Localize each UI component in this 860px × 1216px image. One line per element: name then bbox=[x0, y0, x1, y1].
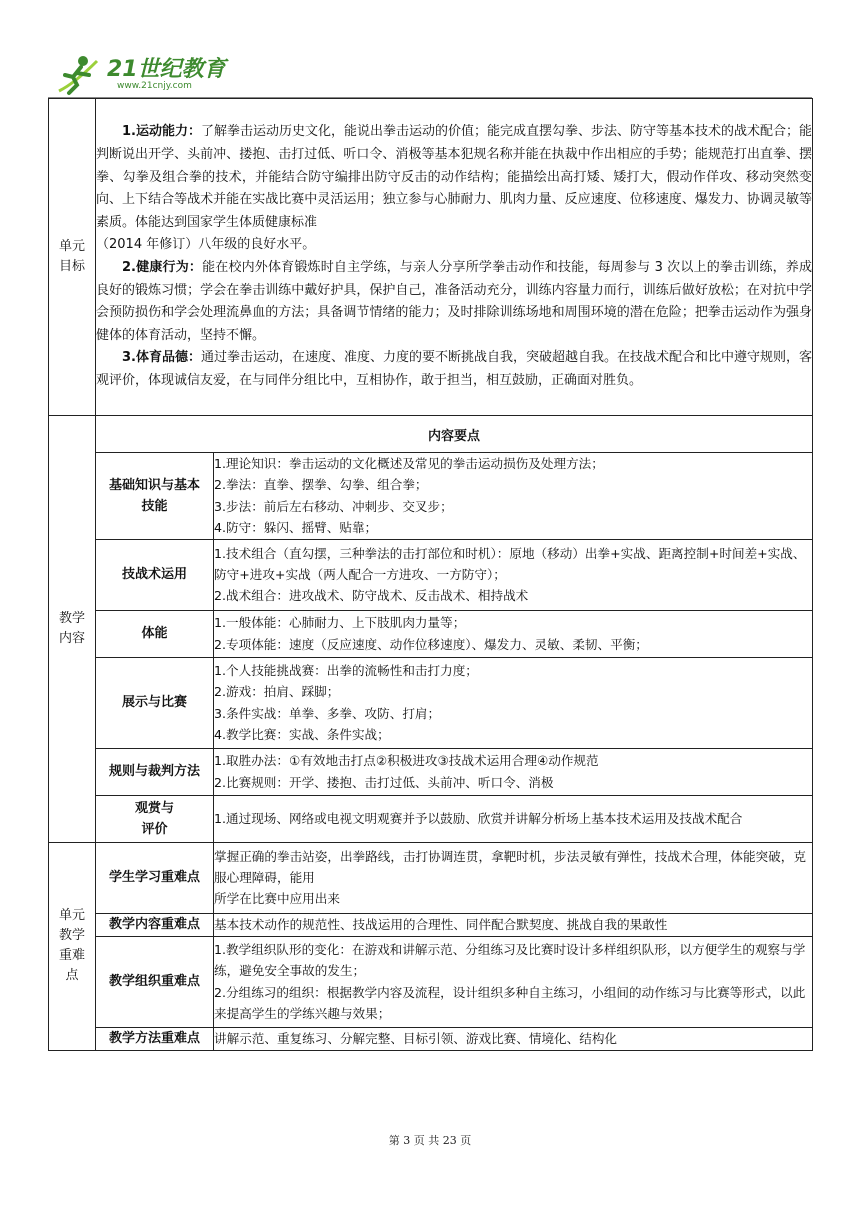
logo-brand: 21世纪教育 bbox=[107, 57, 226, 82]
content-header-row bbox=[49, 416, 813, 453]
content-row-items bbox=[214, 657, 813, 748]
goal-2-text: 能在校内外体育锻炼时自主学练，与亲人分享所学拳击动作和技能，每周参与 3 次以上的拳击训练，养成良好的锻炼习惯；学会在拳击训练中戴好护具，保护自己，准备活动充分，训练内容量力而行，训练后做好放松；在对抗中学会预防损伤和学会处理流鼻血的方法；具备调节情绪的能力；及时排除训练场地和周围环境的潜在危险；把拳击运动作为强身健体的体育活动，坚持不懈。 bbox=[96, 260, 812, 343]
content-row-name: 展示与比赛 bbox=[96, 657, 214, 748]
list-item: 2.战术组合：进攻战术、防守战术、反击战术、相持战术 bbox=[214, 588, 529, 604]
list-item: 2.分组练习的组织：根据教学内容及流程，设计组织多种自主练习，小组间的动作练习与比赛等形式，以此来提高学生的学练兴趣与效果； bbox=[214, 984, 806, 1022]
goal-1-title: 1.运动能力： bbox=[122, 124, 201, 140]
difficulty-row-items bbox=[214, 842, 813, 913]
list-item: 3.步法：前后左右移动、冲刺步、交叉步； bbox=[214, 498, 453, 514]
content-row-name: 规则与裁判方法 bbox=[96, 748, 214, 795]
goal-1-tail: （2014 年修订）八年级的良好水平。 bbox=[96, 237, 316, 253]
list-item: 1.取胜办法：①有效地击打点②积极进攻③技战术运用合理④动作规范 bbox=[214, 753, 599, 769]
runner-logo-icon bbox=[55, 53, 101, 97]
difficulty-row-name: 教学内容重难点 bbox=[96, 913, 214, 936]
difficulty-row-name: 教学方法重难点 bbox=[96, 1027, 214, 1050]
logo bbox=[55, 52, 226, 98]
difficulty-label: 单元 教学 重难 点 bbox=[49, 842, 96, 1050]
list-item: 2.专项体能：速度（反应速度、动作位移速度）、爆发力、灵敏、柔韧、平衡； bbox=[214, 636, 648, 652]
unit-goal-row bbox=[49, 99, 813, 416]
list-item: 所学在比赛中应用出来 bbox=[214, 891, 340, 907]
difficulty-row-items bbox=[214, 913, 813, 936]
content-row-items bbox=[214, 539, 813, 610]
list-item: 4.防守：躲闪、摇臂、贴靠； bbox=[214, 520, 378, 536]
content-row-name: 体能 bbox=[96, 610, 214, 657]
unit-goal-content bbox=[96, 99, 813, 416]
content-label: 教学 内容 bbox=[49, 416, 96, 843]
content-row bbox=[49, 748, 813, 795]
unit-goal-label: 单元 目标 bbox=[49, 99, 96, 416]
list-item: 1.技术组合（直勾摆，三种拳法的击打部位和时机）：原地（移动）出拳+实战、距离控制+时间差+实战、防守+进攻+实战（两人配合一方进攻、一方防守）； bbox=[214, 545, 806, 582]
content-row bbox=[49, 795, 813, 842]
content-row-items bbox=[214, 610, 813, 657]
content-row-name: 观赏与 评价 bbox=[96, 795, 214, 842]
goal-3-text: 通过拳击运动，在速度、准度、力度的要不断挑战自我，突破超越自我。在技战术配合和比中遵守规则，客观评价，体现诚信友爱，在与同伴分组比中，互相协作，敢于担当，相互鼓励，正确面对胜负。 bbox=[96, 350, 812, 388]
difficulty-row bbox=[49, 936, 813, 1027]
goal-3-title: 3.体育品德： bbox=[122, 350, 201, 366]
list-item: 基本技术动作的规范性、技战运用的合理性、同伴配合默契度、挑战自我的果敢性 bbox=[214, 916, 668, 932]
list-item: 4.教学比赛：实战、条件实战； bbox=[214, 727, 390, 743]
difficulty-row-items bbox=[214, 936, 813, 1027]
difficulty-row-items bbox=[214, 1027, 813, 1050]
list-item: 讲解示范、重复练习、分解完整、目标引领、游戏比赛、情境化、结构化 bbox=[214, 1030, 617, 1046]
list-item: 3.条件实战：单拳、多拳、攻防、打肩； bbox=[214, 705, 441, 721]
content-row bbox=[49, 657, 813, 748]
content-row-items bbox=[214, 748, 813, 795]
content-header: 内容要点 bbox=[96, 416, 813, 453]
difficulty-row-name: 教学组织重难点 bbox=[96, 936, 214, 1027]
page-footer: 第 3 页 共 23 页 bbox=[388, 1134, 472, 1147]
content-row-items bbox=[214, 795, 813, 842]
list-item: 2.拳法：直拳、摆拳、勾拳、组合拳； bbox=[214, 477, 428, 493]
content-row bbox=[49, 539, 813, 610]
list-item: 1.教学组织队形的变化：在游戏和讲解示范、分组练习及比赛时设计多样组织队形，以方便学生的观察与学练，避免安全事故的发生； bbox=[214, 941, 806, 979]
list-item: 1.个人技能挑战赛：出拳的流畅性和击打力度； bbox=[214, 662, 478, 678]
difficulty-row bbox=[49, 1027, 813, 1050]
difficulty-row-name: 学生学习重难点 bbox=[96, 842, 214, 913]
list-item: 1.通过现场、网络或电视文明观赛并予以鼓励、欣赏并讲解分析场上基本技术运用及技战术配合 bbox=[214, 810, 743, 826]
list-item: 2.比赛规则：开学、搂抱、击打过低、头前冲、听口令、消极 bbox=[214, 774, 554, 790]
content-row-name: 技战术运用 bbox=[96, 539, 214, 610]
content-row-items bbox=[214, 453, 813, 540]
logo-url: www.21cnjy.com bbox=[117, 81, 192, 91]
content-row bbox=[49, 610, 813, 657]
goal-1-text: 了解拳击运动历史文化，能说出拳击运动的价值；能完成直摆勾拳、步法、防守等基本技术的战术配合；能判断说出开学、头前冲、搂抱、击打过低、听口令、消极等基本犯规名称并能在执裁中作出相应的手势；能规范打出直拳、摆拳、勾拳及组合拳的技术，并能结合防守编排出防守反击的动作结构；能描绘出高打矮、矮打大，假动作佯攻、移动突然变向、上下结合等战术并能在实战比赛中灵活运用；独立参与心肺耐力、肌肉力量、反应速度、位移速度、爆发力、协调灵敏等素质。体能达到国家学生体质健康标准 bbox=[96, 124, 812, 230]
unit-plan-table bbox=[48, 98, 813, 1051]
list-item: 1.一般体能：心肺耐力、上下肢肌肉力量等； bbox=[214, 615, 466, 631]
list-item: 2.游戏：拍肩、踩脚； bbox=[214, 684, 340, 700]
difficulty-row bbox=[49, 913, 813, 936]
goal-2-title: 2.健康行为： bbox=[122, 260, 203, 275]
list-item: 1.理论知识：拳击运动的文化概述及常见的拳击运动损伤及处理方法； bbox=[214, 456, 604, 471]
list-item: 掌握正确的拳击站姿，出拳路线，击打协调连贯，拿靶时机，步法灵敏有弹性，技战术合理，体能突破，克服心理障碍，能用 bbox=[214, 848, 806, 885]
content-row-name: 基础知识与基本 技能 bbox=[96, 453, 214, 540]
difficulty-row bbox=[49, 842, 813, 913]
content-row bbox=[49, 453, 813, 540]
